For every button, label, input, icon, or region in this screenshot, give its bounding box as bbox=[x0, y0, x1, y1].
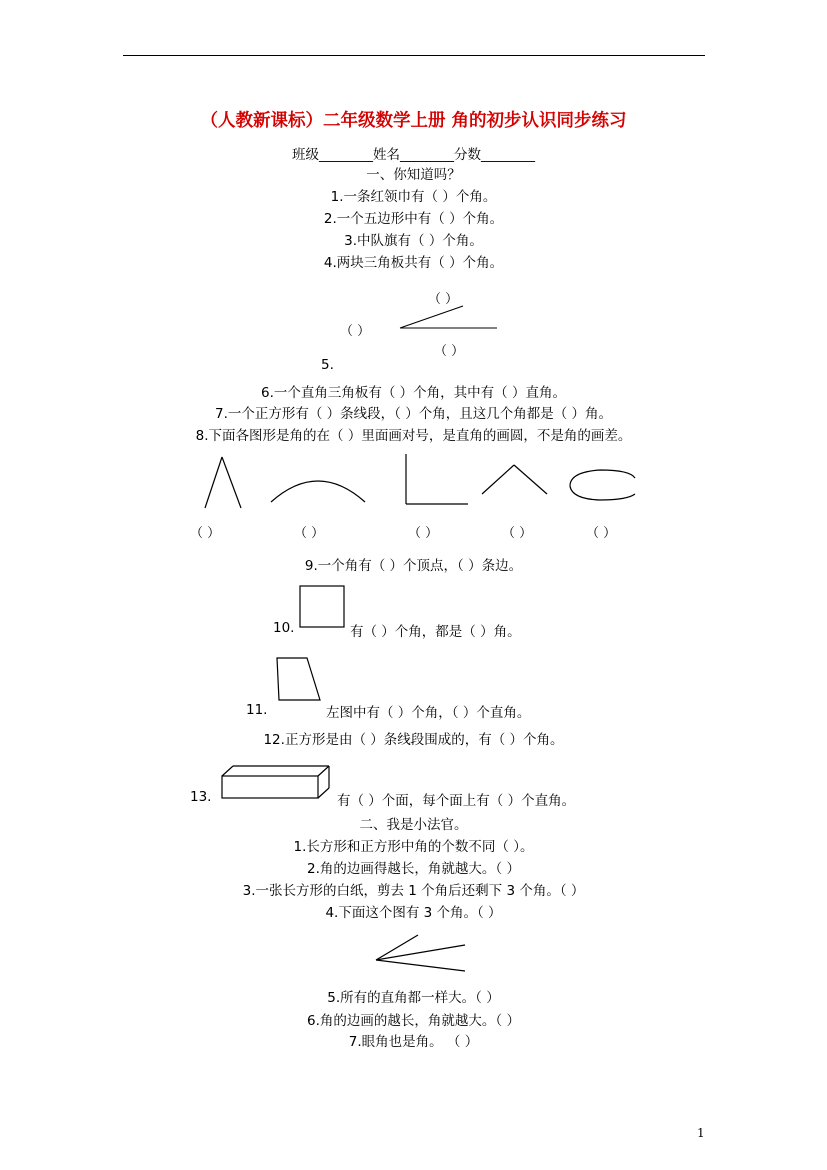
s1-question-7: 7.一个正方形有（ ）条线段，（ ）个角，且这几个角都是（ ）角。 bbox=[214, 406, 612, 422]
q8-paren-4: （ ） bbox=[502, 526, 533, 541]
s1-question-4: 4.两块三角板共有（ ）个角。 bbox=[323, 255, 504, 271]
q5-paren-top: （ ） bbox=[428, 292, 459, 307]
s1-question-1: 1.一条红领巾有（ ）个角。 bbox=[330, 189, 497, 205]
q8-paren-2: （ ） bbox=[294, 526, 325, 541]
q13-cuboid-figure bbox=[220, 764, 332, 800]
s2-question-4: 4.下面这个图有 3 个角。（ ） bbox=[325, 905, 502, 921]
s2-question-5: 5.所有的直角都一样大。（ ） bbox=[327, 990, 500, 1006]
s1-question-2: 2.一个五边形中有（ ）个角。 bbox=[323, 211, 504, 227]
s2-question-7: 7.眼角也是角。 （ ） bbox=[348, 1034, 479, 1050]
q10-text: 有（ ）个角，都是（ ）角。 bbox=[350, 624, 521, 640]
q5-paren-left: （ ） bbox=[340, 324, 371, 339]
s2-q4-angle-figure bbox=[372, 932, 468, 974]
s1-question-8: 8.下面各图形是角的在（ ）里面画对号，是直角的画圆，不是角的画差。 bbox=[195, 428, 632, 444]
q8-fig-obtuse-angle bbox=[482, 465, 547, 494]
s2-question-3: 3.一张长方形的白纸，剪去 1 个角后还剩下 3 个角。（ ） bbox=[242, 883, 585, 899]
class-name-score-line: 班级________姓名________分数________ bbox=[292, 147, 535, 163]
q5-label: 5. bbox=[321, 357, 334, 373]
q11-text: 左图中有（ ）个角，（ ）个直角。 bbox=[326, 705, 531, 721]
q8-fig-arc bbox=[271, 481, 365, 502]
page-title: （人教新课标）二年级数学上册 角的初步认识同步练习 bbox=[200, 111, 627, 131]
s2-question-6: 6.角的边画的越长，角就越大。（ ） bbox=[307, 1013, 520, 1029]
q10-square-figure bbox=[299, 585, 346, 629]
s1-question-9: 9.一个角有（ ）个顶点，（ ）条边。 bbox=[304, 558, 523, 574]
q5-paren-bottom: （ ） bbox=[434, 344, 465, 359]
header-rule bbox=[123, 55, 705, 56]
s1-question-3: 3.中队旗有（ ）个角。 bbox=[344, 233, 483, 249]
q8-fig-narrow-angle bbox=[205, 457, 241, 508]
q8-fig-ellipse bbox=[570, 470, 635, 500]
q11-label: 11. bbox=[246, 702, 268, 718]
page-number: 1 bbox=[697, 1126, 705, 1140]
q11-trapezoid-figure bbox=[274, 656, 324, 702]
section1-heading: 一、你知道吗？ bbox=[366, 167, 461, 183]
q10-label: 10. bbox=[273, 620, 295, 636]
q5-angle-figure bbox=[395, 300, 505, 335]
q13-text: 有（ ）个面，每个面上有（ ）个直角。 bbox=[337, 793, 576, 809]
s2-question-1: 1.长方形和正方形中角的个数不同（ ）。 bbox=[293, 839, 534, 855]
s1-question-12: 12.正方形是由（ ）条线段围成的，有（ ）个角。 bbox=[263, 732, 564, 748]
section2-heading: 二、我是小法官。 bbox=[359, 817, 468, 833]
q8-paren-1: （ ） bbox=[190, 526, 221, 541]
q8-fig-right-angle bbox=[406, 454, 468, 504]
q8-figures bbox=[195, 452, 655, 512]
s1-question-6: 6.一个直角三角板有（ ）个角，其中有（ ）直角。 bbox=[261, 385, 566, 401]
q8-paren-3: （ ） bbox=[408, 526, 439, 541]
q8-paren-5: （ ） bbox=[586, 526, 617, 541]
s2-question-2: 2.角的边画得越长，角就越大。（ ） bbox=[307, 861, 520, 877]
q13-label: 13. bbox=[190, 789, 212, 805]
